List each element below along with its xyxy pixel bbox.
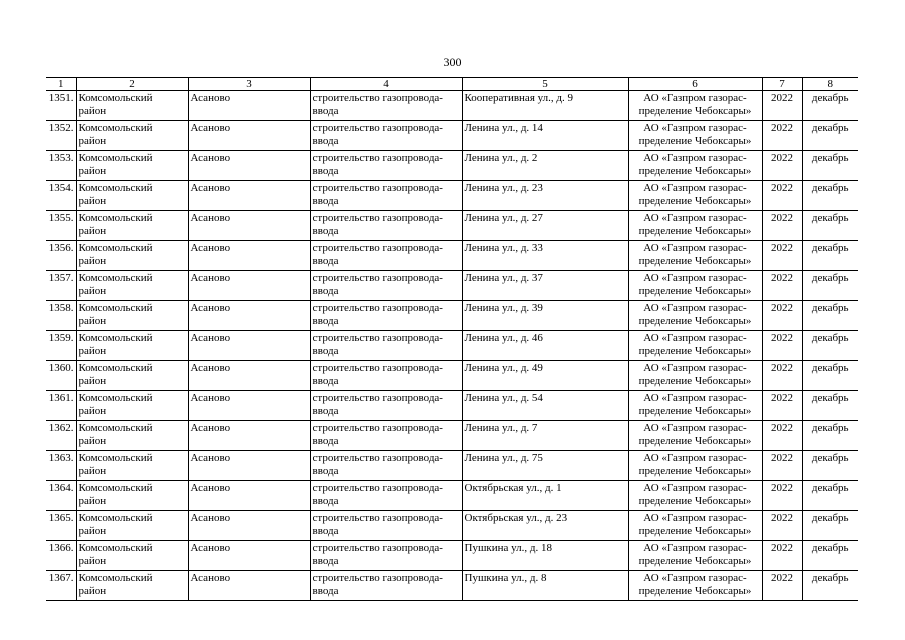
district-cell	[76, 91, 188, 121]
work-type-line-1: строительство газопровода-	[312, 392, 443, 404]
organization-line-2: пределение Чебоксары»	[638, 585, 752, 597]
organization-line-1: АО «Газпром газорас-	[643, 362, 747, 374]
row-number: 1351.	[46, 91, 76, 121]
organization-cell	[628, 361, 762, 391]
work-type-line-1: строительство газопровода-	[312, 302, 443, 314]
table-row	[46, 241, 858, 271]
work-type-line-1: строительство газопровода-	[312, 122, 443, 134]
district-line-2: район	[78, 105, 107, 117]
row-number: 1354.	[46, 181, 76, 211]
work-type-line-1: строительство газопровода-	[312, 512, 443, 524]
organization-line-1: АО «Газпром газорас-	[643, 182, 747, 194]
organization-line-1: АО «Газпром газорас-	[643, 392, 747, 404]
settlement-cell: Асаново	[188, 91, 310, 121]
work-type-cell	[310, 181, 462, 211]
month-cell: декабрь	[802, 391, 858, 421]
organization-line-1: АО «Газпром газорас-	[643, 242, 747, 254]
table-row	[46, 151, 858, 181]
year-cell: 2022	[762, 571, 802, 601]
address-cell: Ленина ул., д. 46	[462, 331, 628, 361]
year-cell: 2022	[762, 181, 802, 211]
year-cell: 2022	[762, 121, 802, 151]
address-cell: Кооперативная ул., д. 9	[462, 91, 628, 121]
work-type-line-2: ввода	[312, 285, 339, 297]
year-cell: 2022	[762, 91, 802, 121]
work-type-cell	[310, 301, 462, 331]
year-cell: 2022	[762, 541, 802, 571]
column-header-5: 5	[462, 78, 628, 91]
work-type-line-2: ввода	[312, 585, 339, 597]
header-row	[46, 78, 858, 91]
district-line-1: Комсомольский	[78, 122, 153, 134]
district-line-2: район	[78, 375, 107, 387]
settlement-cell: Асаново	[188, 391, 310, 421]
district-line-2: район	[78, 165, 107, 177]
district-line-2: район	[78, 405, 107, 417]
row-number: 1356.	[46, 241, 76, 271]
work-type-line-1: строительство газопровода-	[312, 152, 443, 164]
table-row	[46, 331, 858, 361]
table-row	[46, 121, 858, 151]
district-cell	[76, 541, 188, 571]
organization-line-1: АО «Газпром газорас-	[643, 92, 747, 104]
table-row	[46, 91, 858, 121]
work-type-line-1: строительство газопровода-	[312, 272, 443, 284]
year-cell: 2022	[762, 271, 802, 301]
organization-cell	[628, 271, 762, 301]
work-type-line-2: ввода	[312, 345, 339, 357]
address-cell: Октябрьская ул., д. 23	[462, 511, 628, 541]
district-cell	[76, 481, 188, 511]
settlement-cell: Асаново	[188, 481, 310, 511]
district-line-2: район	[78, 525, 107, 537]
settlement-cell: Асаново	[188, 211, 310, 241]
organization-line-2: пределение Чебоксары»	[638, 375, 752, 387]
district-line-2: район	[78, 345, 107, 357]
organization-line-1: АО «Газпром газорас-	[643, 152, 747, 164]
year-cell: 2022	[762, 451, 802, 481]
month-cell: декабрь	[802, 301, 858, 331]
work-type-line-2: ввода	[312, 255, 339, 267]
district-cell	[76, 421, 188, 451]
organization-cell	[628, 241, 762, 271]
row-number: 1361.	[46, 391, 76, 421]
organization-cell	[628, 301, 762, 331]
organization-cell	[628, 391, 762, 421]
settlement-cell: Асаново	[188, 181, 310, 211]
organization-line-1: АО «Газпром газорас-	[643, 332, 747, 344]
organization-line-1: АО «Газпром газорас-	[643, 572, 747, 584]
settlement-cell: Асаново	[188, 361, 310, 391]
organization-line-2: пределение Чебоксары»	[638, 285, 752, 297]
address-cell: Ленина ул., д. 2	[462, 151, 628, 181]
month-cell: декабрь	[802, 541, 858, 571]
work-type-cell	[310, 511, 462, 541]
organization-line-2: пределение Чебоксары»	[638, 105, 752, 117]
district-line-1: Комсомольский	[78, 572, 153, 584]
row-number: 1359.	[46, 331, 76, 361]
organization-cell	[628, 91, 762, 121]
work-type-line-1: строительство газопровода-	[312, 362, 443, 374]
table-row	[46, 481, 858, 511]
district-cell	[76, 451, 188, 481]
district-cell	[76, 391, 188, 421]
organization-line-1: АО «Газпром газорас-	[643, 542, 747, 554]
district-line-1: Комсомольский	[78, 152, 153, 164]
district-line-1: Комсомольский	[78, 392, 153, 404]
settlement-cell: Асаново	[188, 421, 310, 451]
table-row	[46, 571, 858, 601]
organization-cell	[628, 121, 762, 151]
month-cell: декабрь	[802, 481, 858, 511]
address-cell: Ленина ул., д. 33	[462, 241, 628, 271]
month-cell: декабрь	[802, 361, 858, 391]
district-cell	[76, 511, 188, 541]
column-header-8: 8	[802, 78, 858, 91]
work-type-cell	[310, 331, 462, 361]
year-cell: 2022	[762, 331, 802, 361]
district-cell	[76, 361, 188, 391]
district-line-2: район	[78, 285, 107, 297]
column-header-7: 7	[762, 78, 802, 91]
work-type-line-1: строительство газопровода-	[312, 542, 443, 554]
column-header-1: 1	[46, 78, 76, 91]
row-number: 1362.	[46, 421, 76, 451]
organization-line-1: АО «Газпром газорас-	[643, 302, 747, 314]
row-number: 1358.	[46, 301, 76, 331]
row-number: 1352.	[46, 121, 76, 151]
organization-cell	[628, 541, 762, 571]
district-line-2: район	[78, 465, 107, 477]
district-line-1: Комсомольский	[78, 452, 153, 464]
organization-line-2: пределение Чебоксары»	[638, 345, 752, 357]
organization-cell	[628, 331, 762, 361]
row-number: 1355.	[46, 211, 76, 241]
district-line-1: Комсомольский	[78, 212, 153, 224]
work-type-line-1: строительство газопровода-	[312, 92, 443, 104]
table-row	[46, 421, 858, 451]
year-cell: 2022	[762, 481, 802, 511]
address-cell: Ленина ул., д. 7	[462, 421, 628, 451]
organization-line-2: пределение Чебоксары»	[638, 465, 752, 477]
work-type-line-2: ввода	[312, 405, 339, 417]
district-line-1: Комсомольский	[78, 182, 153, 194]
work-type-line-1: строительство газопровода-	[312, 242, 443, 254]
work-type-line-1: строительство газопровода-	[312, 182, 443, 194]
district-line-2: район	[78, 255, 107, 267]
district-line-2: район	[78, 585, 107, 597]
work-type-cell	[310, 151, 462, 181]
address-cell: Пушкина ул., д. 18	[462, 541, 628, 571]
settlement-cell: Асаново	[188, 511, 310, 541]
address-cell: Ленина ул., д. 27	[462, 211, 628, 241]
month-cell: декабрь	[802, 151, 858, 181]
organization-line-2: пределение Чебоксары»	[638, 225, 752, 237]
work-type-cell	[310, 91, 462, 121]
work-type-cell	[310, 451, 462, 481]
organization-cell	[628, 211, 762, 241]
address-cell: Ленина ул., д. 75	[462, 451, 628, 481]
organization-cell	[628, 511, 762, 541]
work-type-line-2: ввода	[312, 195, 339, 207]
row-number: 1364.	[46, 481, 76, 511]
work-type-line-1: строительство газопровода-	[312, 422, 443, 434]
month-cell: декабрь	[802, 421, 858, 451]
organization-cell	[628, 481, 762, 511]
work-type-line-1: строительство газопровода-	[312, 212, 443, 224]
organization-line-2: пределение Чебоксары»	[638, 435, 752, 447]
row-number: 1365.	[46, 511, 76, 541]
address-cell: Ленина ул., д. 39	[462, 301, 628, 331]
settlement-cell: Асаново	[188, 121, 310, 151]
organization-cell	[628, 451, 762, 481]
work-type-line-1: строительство газопровода-	[312, 452, 443, 464]
district-cell	[76, 181, 188, 211]
district-cell	[76, 211, 188, 241]
month-cell: декабрь	[802, 451, 858, 481]
organization-line-2: пределение Чебоксары»	[638, 195, 752, 207]
row-number: 1360.	[46, 361, 76, 391]
address-cell: Ленина ул., д. 23	[462, 181, 628, 211]
work-type-line-2: ввода	[312, 435, 339, 447]
work-type-cell	[310, 241, 462, 271]
work-type-cell	[310, 361, 462, 391]
district-line-2: район	[78, 225, 107, 237]
organization-line-2: пределение Чебоксары»	[638, 255, 752, 267]
year-cell: 2022	[762, 391, 802, 421]
address-cell: Ленина ул., д. 14	[462, 121, 628, 151]
district-cell	[76, 301, 188, 331]
row-number: 1366.	[46, 541, 76, 571]
table-row	[46, 541, 858, 571]
month-cell: декабрь	[802, 211, 858, 241]
organization-cell	[628, 421, 762, 451]
district-cell	[76, 331, 188, 361]
settlement-cell: Асаново	[188, 271, 310, 301]
month-cell: декабрь	[802, 91, 858, 121]
table-row	[46, 361, 858, 391]
work-type-line-2: ввода	[312, 105, 339, 117]
work-type-cell	[310, 211, 462, 241]
district-line-2: район	[78, 195, 107, 207]
row-number: 1353.	[46, 151, 76, 181]
work-type-line-2: ввода	[312, 315, 339, 327]
organization-line-1: АО «Газпром газорас-	[643, 422, 747, 434]
work-type-cell	[310, 271, 462, 301]
district-line-2: район	[78, 555, 107, 567]
organization-line-1: АО «Газпром газорас-	[643, 512, 747, 524]
work-type-line-2: ввода	[312, 525, 339, 537]
district-line-1: Комсомольский	[78, 242, 153, 254]
district-line-1: Комсомольский	[78, 482, 153, 494]
organization-line-1: АО «Газпром газорас-	[643, 482, 747, 494]
district-line-2: район	[78, 315, 107, 327]
month-cell: декабрь	[802, 181, 858, 211]
column-header-6: 6	[628, 78, 762, 91]
page-number: 300	[443, 55, 462, 69]
work-type-cell	[310, 571, 462, 601]
organization-line-2: пределение Чебоксары»	[638, 165, 752, 177]
year-cell: 2022	[762, 211, 802, 241]
settlement-cell: Асаново	[188, 571, 310, 601]
organization-line-1: АО «Газпром газорас-	[643, 272, 747, 284]
row-number: 1363.	[46, 451, 76, 481]
address-cell: Ленина ул., д. 49	[462, 361, 628, 391]
month-cell: декабрь	[802, 331, 858, 361]
work-type-line-2: ввода	[312, 165, 339, 177]
district-line-1: Комсомольский	[78, 542, 153, 554]
year-cell: 2022	[762, 241, 802, 271]
organization-line-2: пределение Чебоксары»	[638, 555, 752, 567]
district-line-1: Комсомольский	[78, 332, 153, 344]
work-type-cell	[310, 541, 462, 571]
address-cell: Ленина ул., д. 37	[462, 271, 628, 301]
work-type-line-2: ввода	[312, 375, 339, 387]
work-type-line-1: строительство газопровода-	[312, 572, 443, 584]
settlement-cell: Асаново	[188, 241, 310, 271]
month-cell: декабрь	[802, 271, 858, 301]
table-row	[46, 451, 858, 481]
table-body	[46, 91, 858, 601]
organization-cell	[628, 181, 762, 211]
organization-line-2: пределение Чебоксары»	[638, 405, 752, 417]
work-type-cell	[310, 121, 462, 151]
organization-line-2: пределение Чебоксары»	[638, 495, 752, 507]
column-header-4: 4	[310, 78, 462, 91]
settlement-cell: Асаново	[188, 541, 310, 571]
address-cell: Пушкина ул., д. 8	[462, 571, 628, 601]
address-cell: Ленина ул., д. 54	[462, 391, 628, 421]
month-cell: декабрь	[802, 511, 858, 541]
work-type-line-2: ввода	[312, 465, 339, 477]
district-line-1: Комсомольский	[78, 362, 153, 374]
organization-line-2: пределение Чебоксары»	[638, 135, 752, 147]
work-type-line-2: ввода	[312, 555, 339, 567]
settlement-cell: Асаново	[188, 301, 310, 331]
district-line-1: Комсомольский	[78, 512, 153, 524]
month-cell: декабрь	[802, 121, 858, 151]
district-line-1: Комсомольский	[78, 92, 153, 104]
table-row	[46, 181, 858, 211]
district-line-2: район	[78, 135, 107, 147]
year-cell: 2022	[762, 511, 802, 541]
table-row	[46, 511, 858, 541]
organization-cell	[628, 571, 762, 601]
district-line-1: Комсомольский	[78, 272, 153, 284]
district-cell	[76, 571, 188, 601]
settlement-cell: Асаново	[188, 331, 310, 361]
table-row	[46, 391, 858, 421]
address-cell: Октябрьская ул., д. 1	[462, 481, 628, 511]
table-row	[46, 301, 858, 331]
registry-table	[46, 77, 858, 601]
work-type-cell	[310, 391, 462, 421]
work-type-line-1: строительство газопровода-	[312, 482, 443, 494]
organization-line-2: пределение Чебоксары»	[638, 315, 752, 327]
district-cell	[76, 271, 188, 301]
work-type-line-2: ввода	[312, 135, 339, 147]
district-line-2: район	[78, 495, 107, 507]
month-cell: декабрь	[802, 241, 858, 271]
settlement-cell: Асаново	[188, 451, 310, 481]
column-header-3: 3	[188, 78, 310, 91]
table-row	[46, 211, 858, 241]
year-cell: 2022	[762, 361, 802, 391]
row-number: 1367.	[46, 571, 76, 601]
work-type-line-2: ввода	[312, 495, 339, 507]
organization-line-2: пределение Чебоксары»	[638, 525, 752, 537]
district-line-1: Комсомольский	[78, 302, 153, 314]
year-cell: 2022	[762, 421, 802, 451]
month-cell: декабрь	[802, 571, 858, 601]
work-type-cell	[310, 481, 462, 511]
row-number: 1357.	[46, 271, 76, 301]
district-line-2: район	[78, 435, 107, 447]
organization-line-1: АО «Газпром газорас-	[643, 212, 747, 224]
year-cell: 2022	[762, 301, 802, 331]
organization-line-1: АО «Газпром газорас-	[643, 122, 747, 134]
column-header-2: 2	[76, 78, 188, 91]
work-type-line-2: ввода	[312, 225, 339, 237]
district-cell	[76, 241, 188, 271]
district-cell	[76, 121, 188, 151]
work-type-cell	[310, 421, 462, 451]
work-type-line-1: строительство газопровода-	[312, 332, 443, 344]
district-cell	[76, 151, 188, 181]
year-cell: 2022	[762, 151, 802, 181]
table-row	[46, 271, 858, 301]
organization-cell	[628, 151, 762, 181]
organization-line-1: АО «Газпром газорас-	[643, 452, 747, 464]
district-line-1: Комсомольский	[78, 422, 153, 434]
settlement-cell: Асаново	[188, 151, 310, 181]
